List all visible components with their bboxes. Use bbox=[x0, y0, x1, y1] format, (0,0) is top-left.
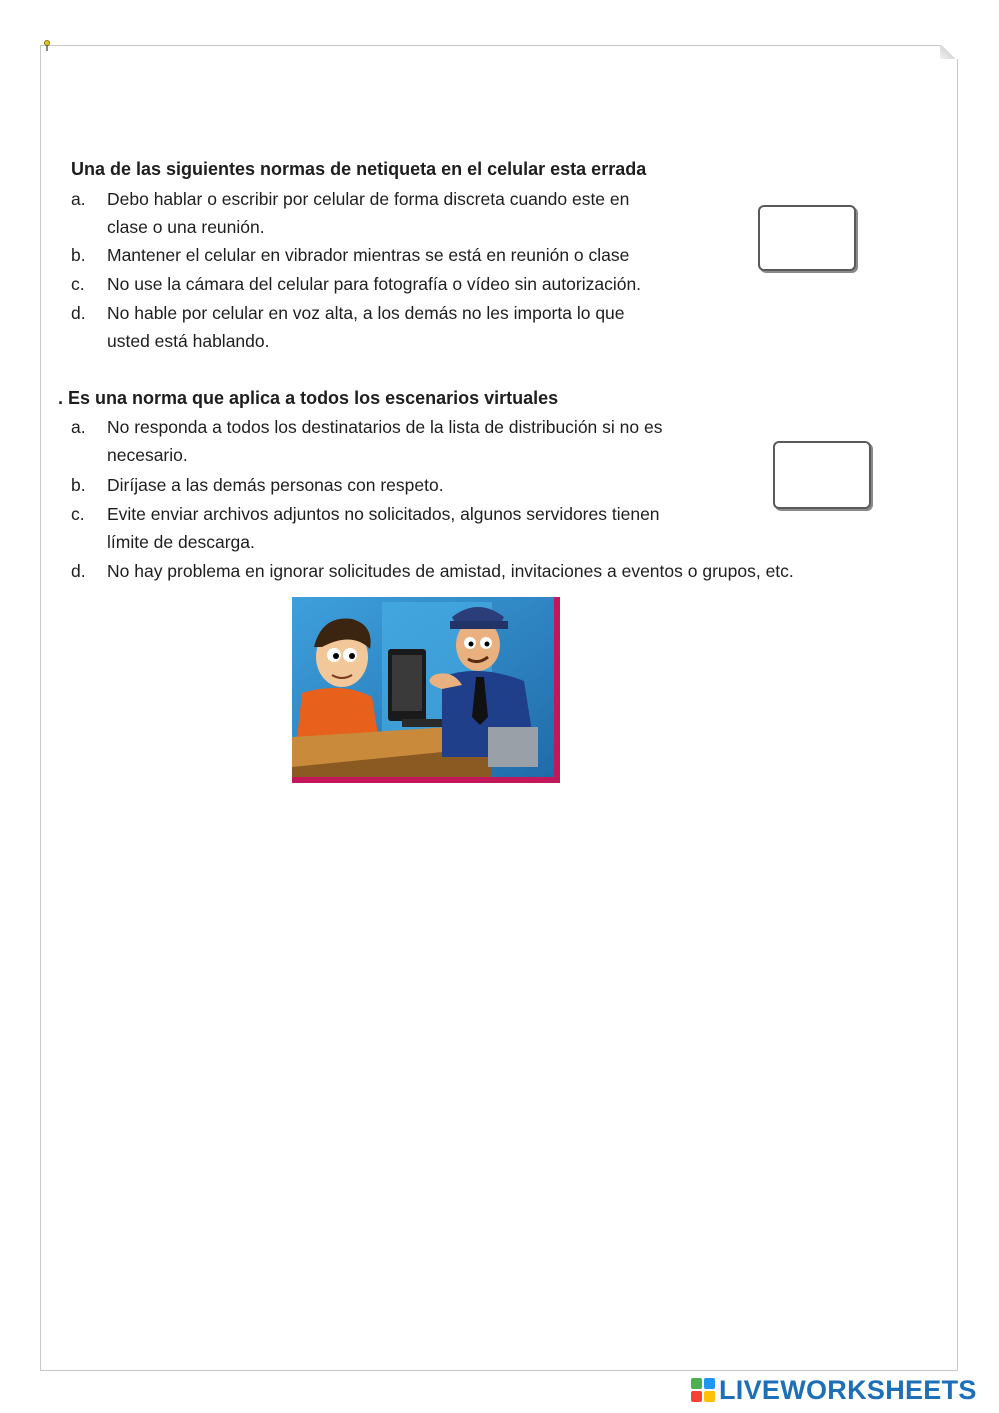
answer-box-2[interactable] bbox=[773, 441, 871, 509]
option-text: necesario. bbox=[107, 445, 188, 465]
option-text: Mantener el celular en vibrador mientras se está en reunión o clase bbox=[107, 245, 630, 265]
option-text: No hable por celular en voz alta, a los demás no les importa lo que bbox=[107, 303, 625, 323]
question-1-title: Una de las siguientes normas de netiqueta en el celular esta errada bbox=[71, 159, 647, 179]
option-text: Debo hablar o escribir por celular de forma discreta cuando este en bbox=[107, 189, 630, 209]
option-text: límite de descarga. bbox=[107, 532, 255, 552]
option-letter: a. bbox=[71, 417, 86, 437]
option-letter: b. bbox=[71, 245, 86, 265]
liveworksheets-brand[interactable] bbox=[690, 1373, 977, 1407]
answer-box-1[interactable] bbox=[758, 205, 856, 271]
option-letter: a. bbox=[71, 189, 86, 209]
page-fold-icon bbox=[940, 45, 958, 59]
pin-icon bbox=[43, 40, 51, 52]
question-2-title: . Es una norma que aplica a todos los escenarios virtuales bbox=[58, 388, 559, 408]
option-text: usted está hablando. bbox=[107, 331, 270, 351]
option-letter: c. bbox=[71, 504, 85, 524]
option-text: clase o una reunión. bbox=[107, 217, 265, 237]
cartoon-computer-scene-icon bbox=[292, 597, 560, 783]
option-letter: d. bbox=[71, 561, 86, 581]
option-text: Evite enviar archivos adjuntos no solicitados, algunos servidores tienen bbox=[107, 504, 660, 524]
option-text: No responda a todos los destinatarios de la lista de distribución si no es bbox=[107, 417, 663, 437]
option-letter: c. bbox=[71, 274, 85, 294]
option-letter: b. bbox=[71, 475, 86, 495]
liveworksheets-logo-icon bbox=[690, 1377, 716, 1403]
brand-name: LIVEWORKSHEETS bbox=[719, 1374, 977, 1405]
option-text: No use la cámara del celular para fotografía o vídeo sin autorización. bbox=[107, 274, 642, 294]
option-text: No hay problema en ignorar solicitudes de amistad, invitaciones a eventos o grupos, etc. bbox=[107, 561, 794, 581]
option-letter: d. bbox=[71, 303, 86, 323]
option-text: Diríjase a las demás personas con respeto. bbox=[107, 475, 444, 495]
